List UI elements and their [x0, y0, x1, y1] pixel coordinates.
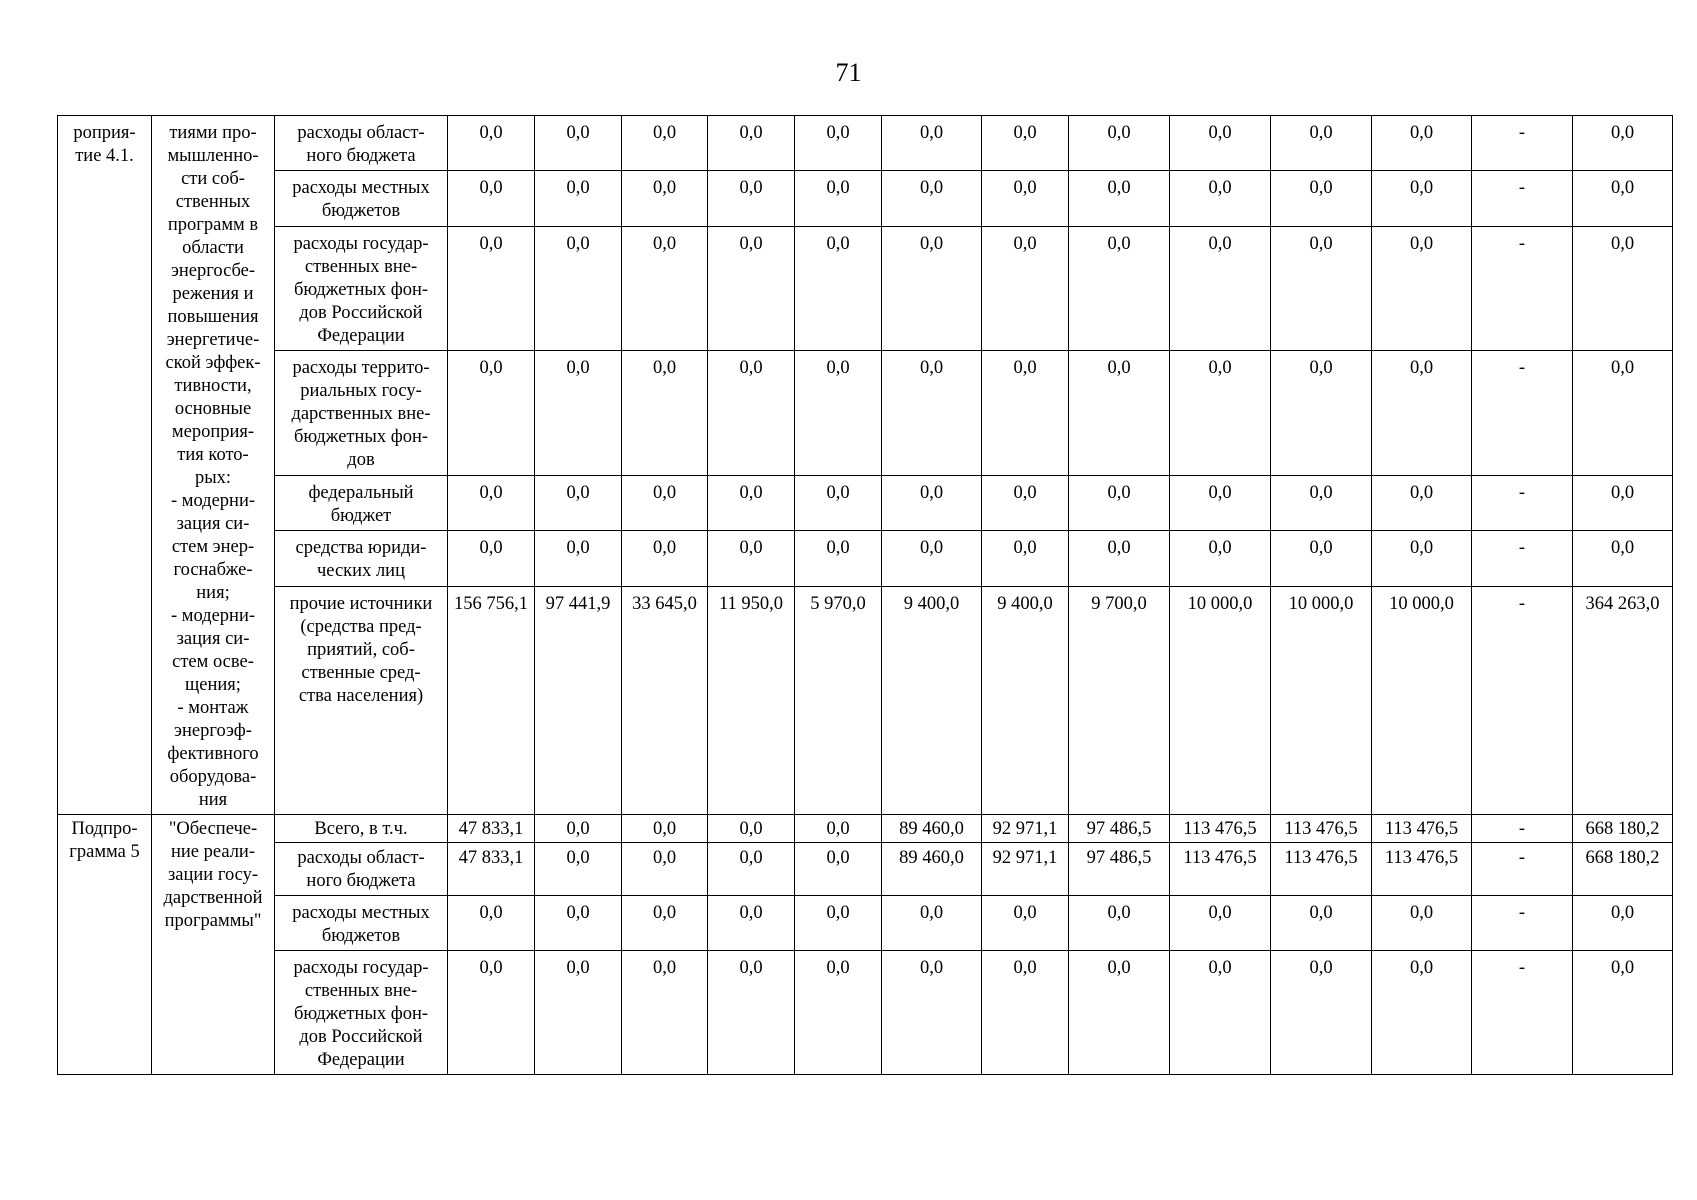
amount-cell: 11 950,0: [708, 586, 795, 814]
amount-cell: 0,0: [1372, 351, 1472, 476]
amount-cell: -: [1472, 896, 1573, 951]
amount-cell: 0,0: [795, 171, 882, 226]
amount-cell: 0,0: [1170, 226, 1271, 351]
amount-cell: 0,0: [795, 351, 882, 476]
amount-cell: -: [1472, 116, 1573, 171]
amount-cell: 0,0: [1573, 351, 1673, 476]
amount-cell: 0,0: [622, 226, 708, 351]
amount-cell: 0,0: [1069, 896, 1170, 951]
amount-cell: 0,0: [448, 226, 535, 351]
amount-cell: 0,0: [708, 843, 795, 896]
subprogram-5-row: [58, 896, 1673, 951]
amount-cell: 0,0: [1573, 531, 1673, 586]
amount-cell: 0,0: [708, 951, 795, 1075]
funding-source-cell: расходы местных бюджетов: [275, 171, 448, 226]
amount-cell: 0,0: [622, 951, 708, 1075]
amount-cell: -: [1472, 351, 1573, 476]
amount-cell: 0,0: [795, 896, 882, 951]
amount-cell: 0,0: [882, 116, 982, 171]
amount-cell: 0,0: [1170, 171, 1271, 226]
amount-cell: 0,0: [1372, 951, 1472, 1075]
amount-cell: 0,0: [1170, 351, 1271, 476]
funding-source-cell: расходы государ- ственных вне- бюджетных фон- дов Российской Федерации: [275, 951, 448, 1075]
page-number: 71: [835, 58, 862, 87]
measure-4-1-row: [58, 116, 1673, 171]
amount-cell: 0,0: [1069, 171, 1170, 226]
measure-4-1-row: [58, 351, 1673, 476]
amount-cell: 0,0: [708, 476, 795, 531]
measure-4-1-row: [58, 531, 1673, 586]
amount-cell: -: [1472, 586, 1573, 814]
amount-cell: 0,0: [708, 116, 795, 171]
funding-source-cell: расходы террито- риальных госу- дарственных вне- бюджетных фон- дов: [275, 351, 448, 476]
funding-source-cell: прочие источники (средства пред- приятий, соб- ственные сред- ства населения): [275, 586, 448, 814]
amount-cell: 0,0: [622, 116, 708, 171]
amount-cell: 0,0: [795, 843, 882, 896]
amount-cell: 0,0: [882, 476, 982, 531]
measure-4-1-description: тиями про- мышленно- сти соб- ственных программ в области энергосбе- режения и повышения энергетиче- ской эффек- тивности, основные мероприя- тия кото- рых: - модерни- зация си- стем энер- госнабже- ния; - модерни- зация си- стем осве- щения; - монтаж энергоэф- фективного оборудова- ния: [152, 116, 275, 815]
amount-cell: 0,0: [1573, 171, 1673, 226]
amount-cell: 0,0: [448, 116, 535, 171]
funding-source-cell: федеральный бюджет: [275, 476, 448, 531]
amount-cell: 5 970,0: [795, 586, 882, 814]
amount-cell: 0,0: [535, 531, 622, 586]
amount-cell: 0,0: [708, 171, 795, 226]
amount-cell: 0,0: [708, 351, 795, 476]
amount-cell: 113 476,5: [1372, 843, 1472, 896]
amount-cell: 33 645,0: [622, 586, 708, 814]
amount-cell: 0,0: [1372, 531, 1472, 586]
amount-cell: -: [1472, 171, 1573, 226]
amount-cell: 0,0: [622, 815, 708, 843]
amount-cell: 0,0: [982, 171, 1069, 226]
amount-cell: 9 400,0: [882, 586, 982, 814]
amount-cell: 0,0: [882, 226, 982, 351]
amount-cell: 89 460,0: [882, 815, 982, 843]
amount-cell: -: [1472, 843, 1573, 896]
amount-cell: 97 441,9: [535, 586, 622, 814]
amount-cell: 0,0: [1372, 896, 1472, 951]
amount-cell: 0,0: [882, 951, 982, 1075]
amount-cell: 0,0: [1170, 476, 1271, 531]
amount-cell: 0,0: [1573, 116, 1673, 171]
amount-cell: 0,0: [1573, 226, 1673, 351]
amount-cell: 668 180,2: [1573, 843, 1673, 896]
amount-cell: 10 000,0: [1372, 586, 1472, 814]
amount-cell: 0,0: [1271, 351, 1372, 476]
amount-cell: 0,0: [622, 896, 708, 951]
amount-cell: 0,0: [982, 226, 1069, 351]
amount-cell: 0,0: [795, 226, 882, 351]
measure-4-1-code: роприя- тие 4.1.: [58, 116, 152, 815]
amount-cell: -: [1472, 815, 1573, 843]
amount-cell: 0,0: [795, 476, 882, 531]
amount-cell: 0,0: [882, 531, 982, 586]
amount-cell: 0,0: [795, 951, 882, 1075]
funding-source-cell: расходы област- ного бюджета: [275, 116, 448, 171]
amount-cell: 97 486,5: [1069, 843, 1170, 896]
amount-cell: 0,0: [622, 843, 708, 896]
amount-cell: 9 700,0: [1069, 586, 1170, 814]
amount-cell: 0,0: [1271, 226, 1372, 351]
amount-cell: 0,0: [982, 476, 1069, 531]
amount-cell: 92 971,1: [982, 843, 1069, 896]
amount-cell: 0,0: [795, 531, 882, 586]
amount-cell: 89 460,0: [882, 843, 982, 896]
amount-cell: 0,0: [1069, 476, 1170, 531]
amount-cell: 364 263,0: [1573, 586, 1673, 814]
amount-cell: 0,0: [535, 171, 622, 226]
amount-cell: 0,0: [882, 896, 982, 951]
amount-cell: 113 476,5: [1170, 815, 1271, 843]
amount-cell: 0,0: [1271, 116, 1372, 171]
amount-cell: -: [1472, 951, 1573, 1075]
subprogram-5-row: [58, 815, 1673, 843]
amount-cell: 0,0: [448, 531, 535, 586]
amount-cell: 0,0: [622, 476, 708, 531]
amount-cell: 0,0: [1372, 476, 1472, 531]
amount-cell: 0,0: [708, 896, 795, 951]
amount-cell: 47 833,1: [448, 843, 535, 896]
amount-cell: 10 000,0: [1170, 586, 1271, 814]
amount-cell: 0,0: [535, 951, 622, 1075]
amount-cell: 0,0: [448, 896, 535, 951]
subprogram-5-description: "Обеспече- ние реали- зации госу- дарственной программы": [152, 815, 275, 1075]
amount-cell: 0,0: [1170, 116, 1271, 171]
amount-cell: 0,0: [1271, 171, 1372, 226]
amount-cell: 0,0: [1271, 896, 1372, 951]
amount-cell: 0,0: [982, 116, 1069, 171]
amount-cell: 0,0: [708, 815, 795, 843]
amount-cell: 0,0: [535, 226, 622, 351]
amount-cell: 0,0: [1069, 226, 1170, 351]
amount-cell: 113 476,5: [1271, 843, 1372, 896]
measure-4-1-row: [58, 226, 1673, 351]
funding-source-cell: средства юриди- ческих лиц: [275, 531, 448, 586]
amount-cell: 0,0: [1372, 171, 1472, 226]
budget-table: [57, 115, 1673, 1075]
amount-cell: 9 400,0: [982, 586, 1069, 814]
amount-cell: 0,0: [535, 815, 622, 843]
amount-cell: 10 000,0: [1271, 586, 1372, 814]
amount-cell: -: [1472, 226, 1573, 351]
amount-cell: 0,0: [1573, 951, 1673, 1075]
subprogram-5-row: [58, 843, 1673, 896]
amount-cell: -: [1472, 476, 1573, 531]
amount-cell: 0,0: [882, 171, 982, 226]
amount-cell: 0,0: [1573, 476, 1673, 531]
amount-cell: 0,0: [1271, 951, 1372, 1075]
amount-cell: 0,0: [448, 476, 535, 531]
amount-cell: 0,0: [882, 351, 982, 476]
amount-cell: 0,0: [1271, 531, 1372, 586]
amount-cell: 0,0: [1069, 951, 1170, 1075]
funding-source-cell: расходы местных бюджетов: [275, 896, 448, 951]
amount-cell: 0,0: [1069, 116, 1170, 171]
amount-cell: 0,0: [1069, 351, 1170, 476]
funding-source-cell: расходы государ- ственных вне- бюджетных фон- дов Российской Федерации: [275, 226, 448, 351]
subprogram-5-code: Подпро- грамма 5: [58, 815, 152, 1075]
measure-4-1-row: [58, 171, 1673, 226]
funding-source-cell: Всего, в т.ч.: [275, 815, 448, 843]
amount-cell: 0,0: [448, 951, 535, 1075]
amount-cell: 0,0: [535, 476, 622, 531]
amount-cell: 113 476,5: [1170, 843, 1271, 896]
amount-cell: 0,0: [448, 351, 535, 476]
amount-cell: 0,0: [982, 951, 1069, 1075]
measure-4-1-row: [58, 476, 1673, 531]
amount-cell: 0,0: [1170, 896, 1271, 951]
amount-cell: 0,0: [622, 171, 708, 226]
amount-cell: 97 486,5: [1069, 815, 1170, 843]
amount-cell: 113 476,5: [1372, 815, 1472, 843]
amount-cell: 0,0: [1573, 896, 1673, 951]
amount-cell: 0,0: [982, 531, 1069, 586]
amount-cell: 0,0: [1170, 951, 1271, 1075]
amount-cell: 0,0: [535, 116, 622, 171]
amount-cell: 0,0: [535, 351, 622, 476]
amount-cell: -: [1472, 531, 1573, 586]
amount-cell: 0,0: [795, 116, 882, 171]
amount-cell: 156 756,1: [448, 586, 535, 814]
amount-cell: 0,0: [622, 531, 708, 586]
amount-cell: 0,0: [1271, 476, 1372, 531]
amount-cell: 0,0: [708, 531, 795, 586]
amount-cell: 0,0: [535, 896, 622, 951]
amount-cell: 0,0: [448, 171, 535, 226]
amount-cell: 0,0: [982, 896, 1069, 951]
amount-cell: 668 180,2: [1573, 815, 1673, 843]
amount-cell: 0,0: [622, 351, 708, 476]
amount-cell: 0,0: [708, 226, 795, 351]
amount-cell: 113 476,5: [1271, 815, 1372, 843]
amount-cell: 0,0: [1372, 116, 1472, 171]
funding-source-cell: расходы област- ного бюджета: [275, 843, 448, 896]
amount-cell: 0,0: [1170, 531, 1271, 586]
amount-cell: 0,0: [795, 815, 882, 843]
measure-4-1-row: [58, 586, 1673, 814]
amount-cell: 0,0: [1372, 226, 1472, 351]
amount-cell: 0,0: [535, 843, 622, 896]
subprogram-5-row: [58, 951, 1673, 1075]
amount-cell: 0,0: [982, 351, 1069, 476]
amount-cell: 0,0: [1069, 531, 1170, 586]
amount-cell: 92 971,1: [982, 815, 1069, 843]
amount-cell: 47 833,1: [448, 815, 535, 843]
